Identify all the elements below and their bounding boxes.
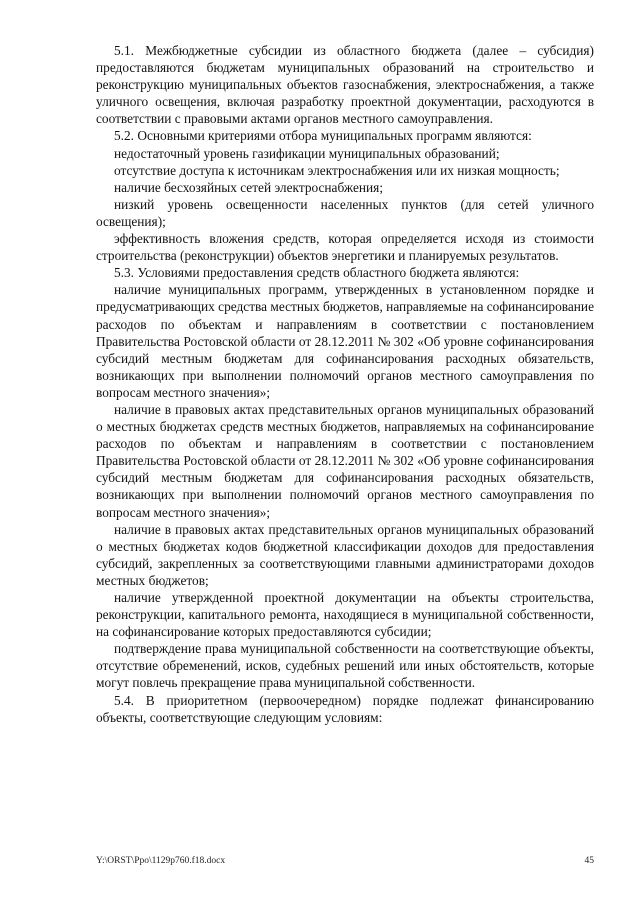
footer-file-path: Y:\ORST\Ppo\1129p760.f18.docx [96,856,226,866]
condition-municipal-programs: наличие муниципальных программ, утвержденных в установленном порядке и предусматривающих средства местных бюджетов, направляемые на софинансирование расходов по объектам и направлениям в соответствии с постановлением Правительства Ростовской области от 28.12.2011 № 302 «Об уровне софинансирования субсидий местным бюджетам для софинансирования расходных обязательств, возникающих при выполнении полномочий органов местного самоуправления по вопросам местного значения»; [96,282,594,400]
criterion-gasification: недостаточный уровень газификации муниципальных образований; [114,145,500,161]
condition-ownership-confirmation: подтверждение права муниципальной собственности на соответствующие объекты, отсутствие обременений, исков, судебных решений или иных обстоятельств, которые могут повлечь прекращение права муниципальной собственности. [96,641,594,691]
paragraph-5-2: 5.2. Основными критериями отбора муниципальных программ являются: [114,128,532,144]
condition-budget-codes: наличие в правовых актах представительных органов муниципальных образований о местных бюджетах кодов бюджетной классификации доходов для предоставления субсидий, закрепленных за соответствующими главными администраторами доходов местных бюджетов; [96,521,594,588]
paragraph-5-1: 5.1. Межбюджетные субсидии из областного бюджета (далее – субсидия) предоставляются бюджетам муниципальных образований на строительство и реконструкцию муниципальных объектов газоснабжения, электроснабжения, а также уличного освещения, включая разработку проектной документации, расходуются в соответствии с правовыми актами органов местного самоуправления. [96,43,594,127]
criterion-efficiency: эффективность вложения средств, которая определяется исходя из стоимости строительства (реконструкции) объектов энергетики и планируемых результатов. [96,231,594,264]
paragraph-5-4: 5.4. В приоритетном (первоочередном) порядке подлежат финансированию объекты, соответствующие следующим условиям: [96,692,594,725]
criterion-power-access: отсутствие доступа к источникам электроснабжения или их низкая мощность; [114,162,560,178]
criterion-ownerless-networks: наличие бесхозяйных сетей электроснабжения; [114,179,384,195]
paragraph-5-3: 5.3. Условиями предоставления средств областного бюджета являются: [114,265,520,281]
document-body [96,42,594,726]
condition-budget-funds: наличие в правовых актах представительных органов муниципальных образований о местных бюджетах средств местных бюджетов, направляемых на софинансирование расходов по объектам и направлениям в соответствии с постановлением Правительства Ростовской области от 28.12.2011 № 302 «Об уровне софинансирования субсидий местным бюджетам для софинансирования расходных обязательств, возникающих при выполнении полномочий органов местного самоуправления по вопросам местного значения»; [96,401,594,520]
criterion-lighting: низкий уровень освещенности населенных пунктов (для сетей уличного освещения); [96,196,594,229]
footer-page-number: 45 [584,856,594,866]
condition-project-documentation: наличие утвержденной проектной документации на объекты строительства, реконструкции, капитального ремонта, находящиеся в муниципальной собственности, на софинансирование которых предоставляются субсидии; [96,590,594,640]
